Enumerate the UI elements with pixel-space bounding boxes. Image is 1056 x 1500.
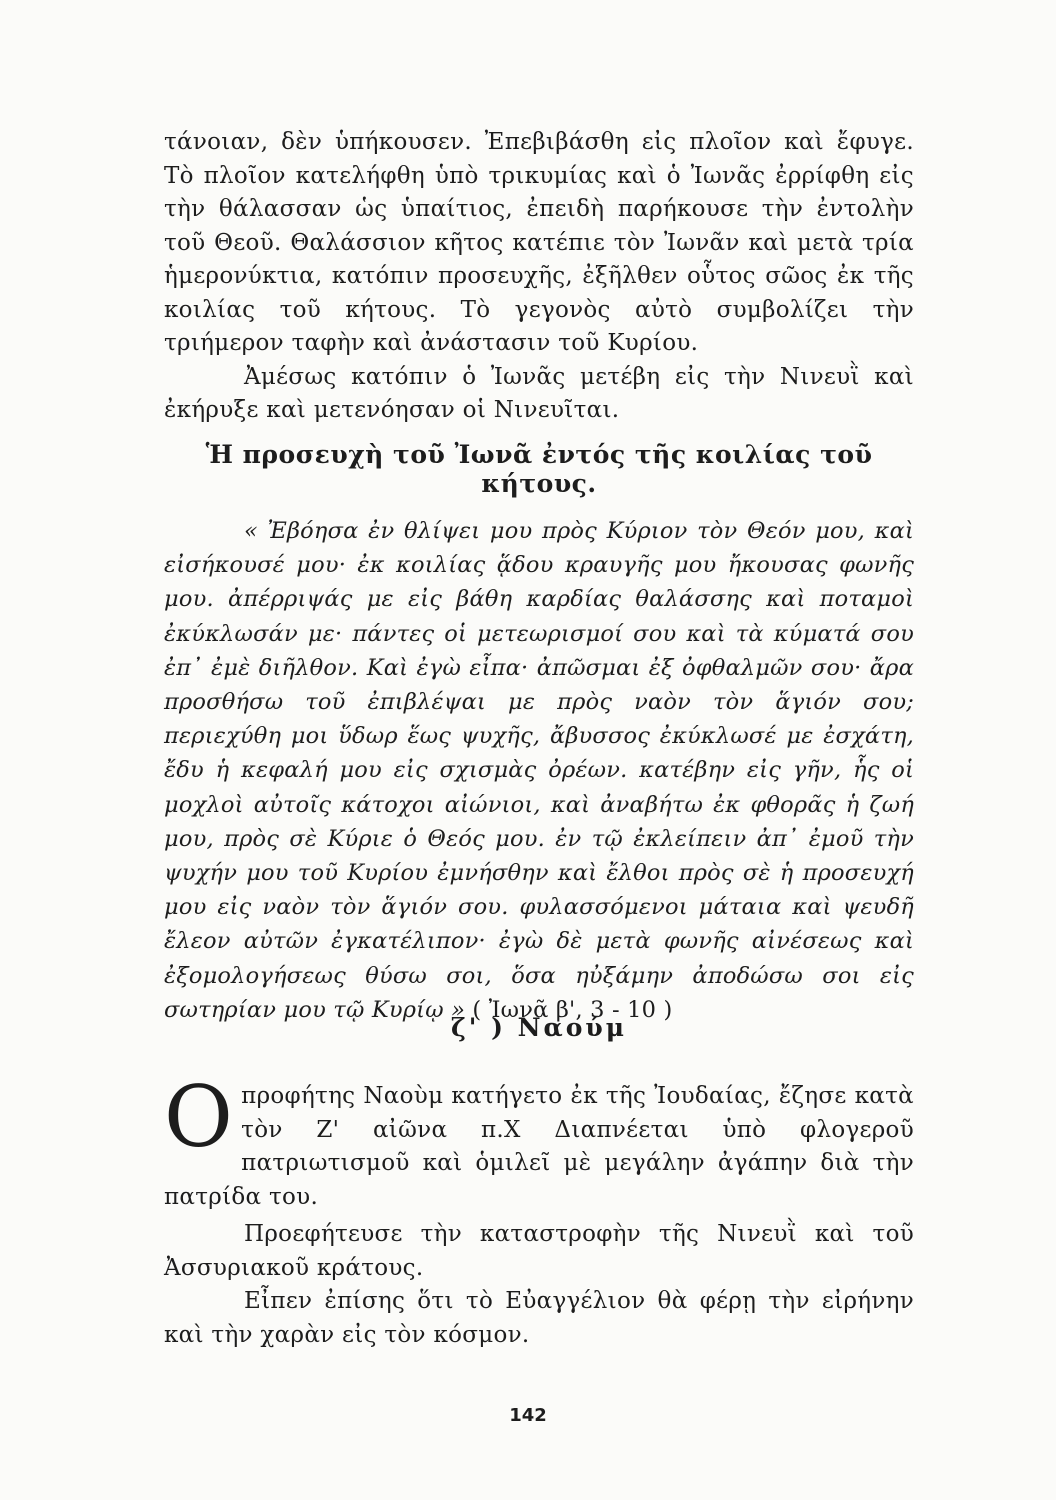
page-number: 142 bbox=[509, 1405, 547, 1426]
drop-cap: Ο bbox=[164, 1068, 234, 1166]
naoum-paragraph-3: Εἶπεν ἐπίσης ὅτι τὸ Εὐαγγέλιον θὰ φέρῃ τὴν εἰρήνην καὶ τὴν χαρὰν εἰς τὸν κόσμον. bbox=[164, 1288, 914, 1348]
intro-section bbox=[164, 126, 914, 428]
prayer-quote: « Ἐβόησα ἐν θλίψει μου πρὸς Κύριον τὸν Θεόν μου, καὶ εἰσήκουσέ μου· ἐκ κοιλίας ᾅδου κραυγῆς μου ἤκουσας φωνῆς μου. ἀπέρριψάς με εἰς βάθη καρδίας θαλάσσης καὶ ποταμοὶ ἐκύκλωσάν με· πάντες οἱ μετεωρισμοί σου καὶ τὰ κύματά σου ἐπ᾿ ἐμὲ διῆλθον. Καὶ ἐγὼ εἶπα· ἀπῶσμαι ἐξ ὀφθαλμῶν σου· ἄρα προσθήσω τοῦ ἐπιβλέψαι με πρὸς ναὸν τὸν ἅγιόν σου; περιεχύθη μοι ὕδωρ ἕως ψυχῆς, ἄβυσσος ἐκύκλωσέ με ἐσχάτη, ἔδυ ἡ κεφαλή μου εἰς σχισμὰς ὀρέων. κατέβην εἰς γῆν, ἧς οἱ μοχλοὶ αὐτοῖς κάτοχοι αἰώνιοι, καὶ ἀναβήτω ἐκ φθορᾶς ἡ ζωή μου, πρὸς σὲ Κύριε ὁ Θεός μου. ἐν τῷ ἐκλείπειν ἀπ᾿ ἐμοῦ τὴν ψυχήν μου τοῦ Κυρίου ἐμνήσθην καὶ ἔλθοι πρὸς σὲ ἡ προσευχή μου εἰς ναὸν τὸν ἅγιόν σου. φυλασσόμενοι μάταια καὶ ψευδῆ ἔλεον αὐτῶν ἐγκατέλιπον· ἐγὼ δὲ μετὰ φωνῆς αἰνέσεως καὶ ἐξομολογήσεως θύσω σοι, ὅσα ηὐξάμην ἀποδώσω σοι εἰς σωτηρίαν μου τῷ Κυρίῳ » bbox=[164, 518, 914, 1023]
naoum-section bbox=[164, 1068, 914, 1352]
prayer-citation: ( Ἰωνᾶ β', 3 - 10 ) bbox=[472, 996, 673, 1023]
naoum-paragraph-2: Προεφήτευσε τὴν καταστροφὴν τῆς Νινευῒ καὶ τοῦ Ἀσσυριακοῦ κράτους. bbox=[164, 1221, 914, 1281]
prayer-section bbox=[164, 514, 914, 1027]
intro-paragraph-1: τάνοιαν, δὲν ὑπήκουσεν. Ἐπεβιβάσθη εἰς πλοῖον καὶ ἔφυγε. Τὸ πλοῖον κατελήφθη ὑπὸ τρικυμίας καὶ ὁ Ἰωνᾶς ἐρρίφθη εἰς τὴν θάλασσαν ὡς ὑπαίτιος, ἐπειδὴ παρήκουσε τὴν ἐντολὴν τοῦ Θεοῦ. Θαλάσσιον κῆτος κατέπιε τὸν Ἰωνᾶν καὶ μετὰ τρία ἡμερονύκτια, κατόπιν προσευχῆς, ἐξῆλθεν οὗτος σῶος ἐκ τῆς κοιλίας τοῦ κήτους. Τὸ γεγονὸς αὐτὸ συμβολίζει τὴν τριήμερον ταφὴν καὶ ἀνάστασιν τοῦ Κυρίου. bbox=[164, 129, 914, 356]
naoum-paragraph-1 bbox=[164, 1068, 914, 1214]
intro-paragraph-2: Ἀμέσως κατόπιν ὁ Ἰωνᾶς μετέβη εἰς τὴν Νινευῒ καὶ ἐκήρυξε καὶ μετενόησαν οἱ Νινευῖται. bbox=[164, 363, 914, 423]
prayer-heading: Ἡ προσευχὴ τοῦ Ἰωνᾶ ἐντός τῆς κοιλίας τοῦ κήτους. bbox=[205, 440, 873, 498]
section-title: ζ' ) Ναούμ bbox=[450, 1013, 628, 1042]
naoum-paragraph-1-text: προφήτης Ναοὺμ κατήγετο ἐκ τῆς Ἰουδαίας, ἔζησε κατὰ τὸν Ζ' αἰῶνα π.Χ Διαπνέεται ὑπὸ φλογεροῦ πατριωτισμοῦ καὶ ὁμιλεῖ μὲ μεγάλην ἀγάπην διὰ τὴν πατρίδα του. bbox=[164, 1083, 914, 1210]
prayer-text bbox=[164, 514, 914, 1027]
